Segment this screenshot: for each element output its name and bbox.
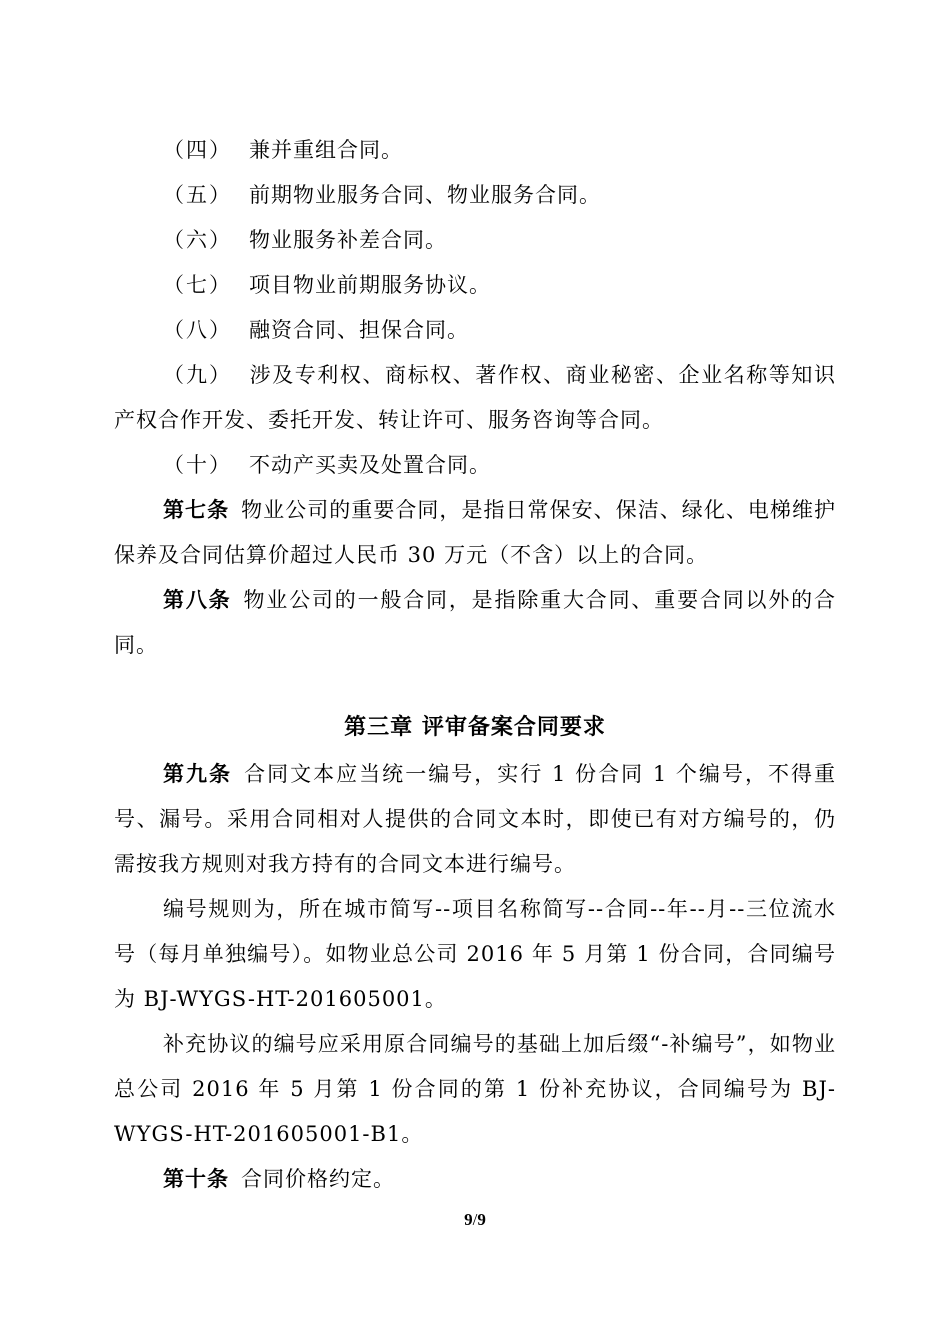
item-label: （十） — [163, 453, 232, 477]
page-total: 9 — [477, 1210, 486, 1229]
page-number — [0, 1210, 950, 1230]
supplement-rule-paragraph: 补充协议的编号应采用原合同编号的基础上加后缀“-补编号”，如物业总公司 2016 年 5 月第 1 份合同的第 1 份补充协议，合同编号为 BJ-WYGS-HT-201605001-B1。 — [114, 1032, 836, 1146]
item-label: （五） — [163, 183, 232, 207]
item-label: （八） — [163, 318, 232, 342]
list-item — [114, 173, 836, 218]
list-item — [114, 218, 836, 263]
item-label: （七） — [163, 273, 232, 297]
article-title: 第七条 — [163, 498, 230, 522]
list-item — [114, 353, 836, 443]
article-9 — [114, 752, 836, 887]
item-label: （四） — [163, 138, 232, 162]
list-item — [114, 263, 836, 308]
document-body — [114, 128, 836, 1202]
article-title: 第八条 — [163, 588, 232, 612]
article-text: 合同文本应当统一编号，实行 1 份合同 1 个编号，不得重号、漏号。采用合同相对人提供的合同文本时，即使已有对方编号的，仍需按我方规则对我方持有的合同文本进行编号。 — [114, 762, 837, 876]
article-text: 合同价格约定。 — [241, 1167, 395, 1191]
list-item — [114, 128, 836, 173]
item-text: 涉及专利权、商标权、著作权、商业秘密、企业名称等知识产权合作开发、委托开发、转让许可、服务咨询等合同。 — [114, 363, 836, 432]
item-text: 前期物业服务合同、物业服务合同。 — [249, 183, 601, 207]
article-8 — [114, 578, 836, 668]
item-label: （六） — [163, 228, 232, 252]
article-text: 物业公司的一般合同，是指除重大合同、重要合同以外的合同。 — [114, 588, 837, 657]
article-title: 第九条 — [163, 762, 233, 786]
page-separator: / — [472, 1210, 478, 1229]
article-title: 第十条 — [163, 1167, 229, 1191]
list-item — [114, 308, 836, 353]
article-text: 物业公司的重要合同，是指日常保安、保洁、绿化、电梯维护保养及合同估算价超过人民币 30 万元（不含）以上的合同。 — [114, 498, 837, 567]
article-7 — [114, 488, 836, 578]
item-text: 兼并重组合同。 — [249, 138, 403, 162]
item-text: 融资合同、担保合同。 — [249, 318, 469, 342]
list-item — [114, 443, 836, 488]
page-current: 9 — [464, 1210, 473, 1229]
item-label: （九） — [163, 363, 232, 387]
chapter-title: 第三章 评审备案合同要求 — [344, 715, 606, 740]
item-text: 项目物业前期服务协议。 — [249, 273, 491, 297]
item-text: 不动产买卖及处置合同。 — [249, 453, 491, 477]
item-text: 物业服务补差合同。 — [249, 228, 447, 252]
numbering-rule-paragraph: 编号规则为，所在城市简写--项目名称简写--合同--年--月--三位流水号（每月单独编号）。如物业总公司 2016 年 5 月第 1 份合同，合同编号为 BJ-WYGS-HT-201605001。 — [114, 897, 836, 1011]
article-10 — [114, 1157, 836, 1202]
